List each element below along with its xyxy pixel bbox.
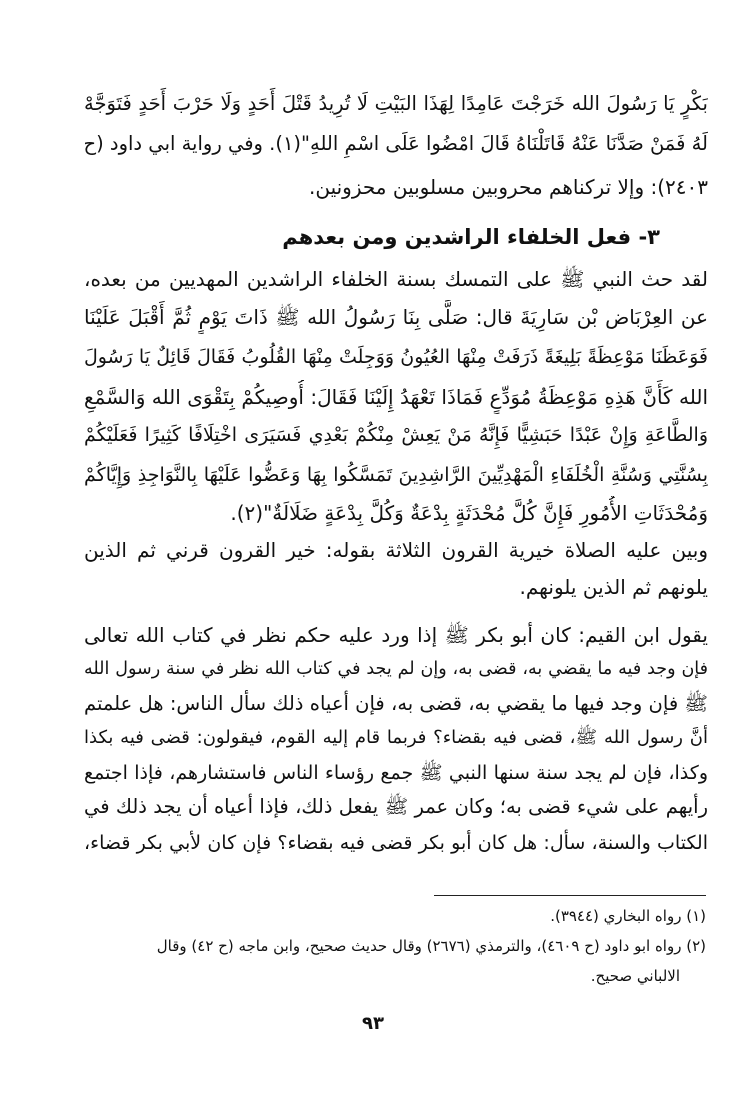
- body-line: بَكْرٍ يَا رَسُولَ الله خَرَجْتَ عَامِدًا لِهَذَا البَيْتِ لَا تُرِيدُ قَتْلَ أَحَدٍ وَلَا حَرْبَ أَحَدٍ فَتَوَجَّهْ: [84, 92, 708, 115]
- hadith-line: وَمُحْدَثَاتِ الأُمُورِ فَإِنَّ كُلَّ مُحْدَثَةٍ بِدْعَةٌ وَكُلَّ بِدْعَةٍ ضَلَالَةٌ"(٢).: [230, 501, 708, 525]
- body-line: يقول ابن القيم: كان أبو بكر ﷺ إذا ورد عليه حكم نظر في كتاب الله تعالى: [84, 623, 708, 647]
- footnote-separator: [434, 895, 706, 896]
- footnote: (١) رواه البخاري (٣٩٤٤).: [550, 907, 706, 925]
- body-line: وكذا، فإن لم يجد سنة سنها النبي ﷺ جمع رؤساء الناس فاستشارهم، فإذا اجتمع: [84, 762, 708, 784]
- footnote: (٢) رواه ابو داود (ح ٤٦٠٩)، والترمذي (٢٦٧٦) وقال حديث صحيح، وابن ماجه (ح ٤٢) وقال: [156, 937, 706, 955]
- body-line: لقد حث النبي ﷺ على التمسك بسنة الخلفاء الراشدين المهديين من بعده،: [84, 267, 708, 291]
- footnote-continuation: الالباني صحيح.: [590, 967, 680, 985]
- body-line: رأيهم على شيء قضى به؛ وكان عمر ﷺ يفعل ذلك، فإذا أعياه أن يجد ذلك في: [84, 795, 708, 818]
- hadith-line: فَوَعَظَنَا مَوْعِظَةً بَلِيغَةً ذَرَفَتْ مِنْهَا العُيُونُ وَوَجِلَتْ مِنْهَا القُلُوبُ فَقَالَ قَائِلٌ يَا رَسُولَ: [84, 346, 708, 368]
- body-line: ٢٤٠٣): وإلا تركناهم محروبين مسلوبين محزونين.: [308, 175, 708, 199]
- section-heading: ٣- فعل الخلفاء الراشدين ومن بعدهم: [282, 225, 660, 249]
- hadith-line: عن العِرْبَاض بْن سَارِيَةَ قال: صَلَّى بِنَا رَسُولُ الله ﷺ ذَاتَ يَوْمٍ ثُمَّ أَقْبَلَ عَلَيْنَا: [84, 305, 708, 329]
- body-line: وبين عليه الصلاة خيرية القرون الثلاثة بقوله: خير القرون قرني ثم الذين: [84, 538, 708, 562]
- hadith-line: وَالطَّاعَةِ وَإِنْ عَبْدًا حَبَشِيًّا فَإِنَّهُ مَنْ يَعِشْ مِنْكُمْ بَعْدِي فَسَيَرَى اخْتِلَافًا كَثِيرًا فَعَلَيْكُمْ: [84, 424, 708, 446]
- body-line: يلونهم ثم الذين يلونهم.: [519, 575, 708, 599]
- hadith-line: بِسُنَّتِي وَسُنَّةِ الْخُلَفَاءِ الْمَهْدِيِّينَ الرَّاشِدِينَ تَمَسَّكُوا بِهَا وَعَضُّوا عَلَيْهَا بِالنَّوَاجِذِ وَإِيَّاكُمْ: [84, 464, 708, 486]
- body-line: أنَّ رسول الله ﷺ، قضى فيه بقضاء؟ فربما قام إليه القوم، فيقولون: قضى فيه بكذا: [84, 727, 708, 748]
- body-line: فإن وجد فيه ما يقضي به، قضى به، وإن لم يجد في كتاب الله نظر في سنة رسول الله: [84, 659, 708, 679]
- page-number: ٩٣: [362, 1013, 384, 1034]
- body-line: لَهُ فَمَنْ صَدَّنَا عَنْهُ قَاتَلْنَاهُ قَالَ امْضُوا عَلَى اسْمِ اللهِ"(١). وفي رواية ابي داود (ح: [84, 132, 708, 155]
- body-line: الكتاب والسنة، سأل: هل كان أبو بكر قضى فيه بقضاء؟ فإن كان لأبي بكر قضاء،: [84, 832, 708, 854]
- body-line: ﷺ فإن وجد فيها ما يقضي به، قضى به، فإن أعياه ذلك سأل الناس: هل علمتم: [84, 692, 708, 715]
- hadith-line: الله كَأَنَّ هَذِهِ مَوْعِظَةُ مُوَدِّعٍ فَمَاذَا تَعْهَدُ إِلَيْنَا فَقَالَ: أُوصِيكُمْ بِتَقْوَى الله وَالسَّمْعِ: [84, 385, 708, 409]
